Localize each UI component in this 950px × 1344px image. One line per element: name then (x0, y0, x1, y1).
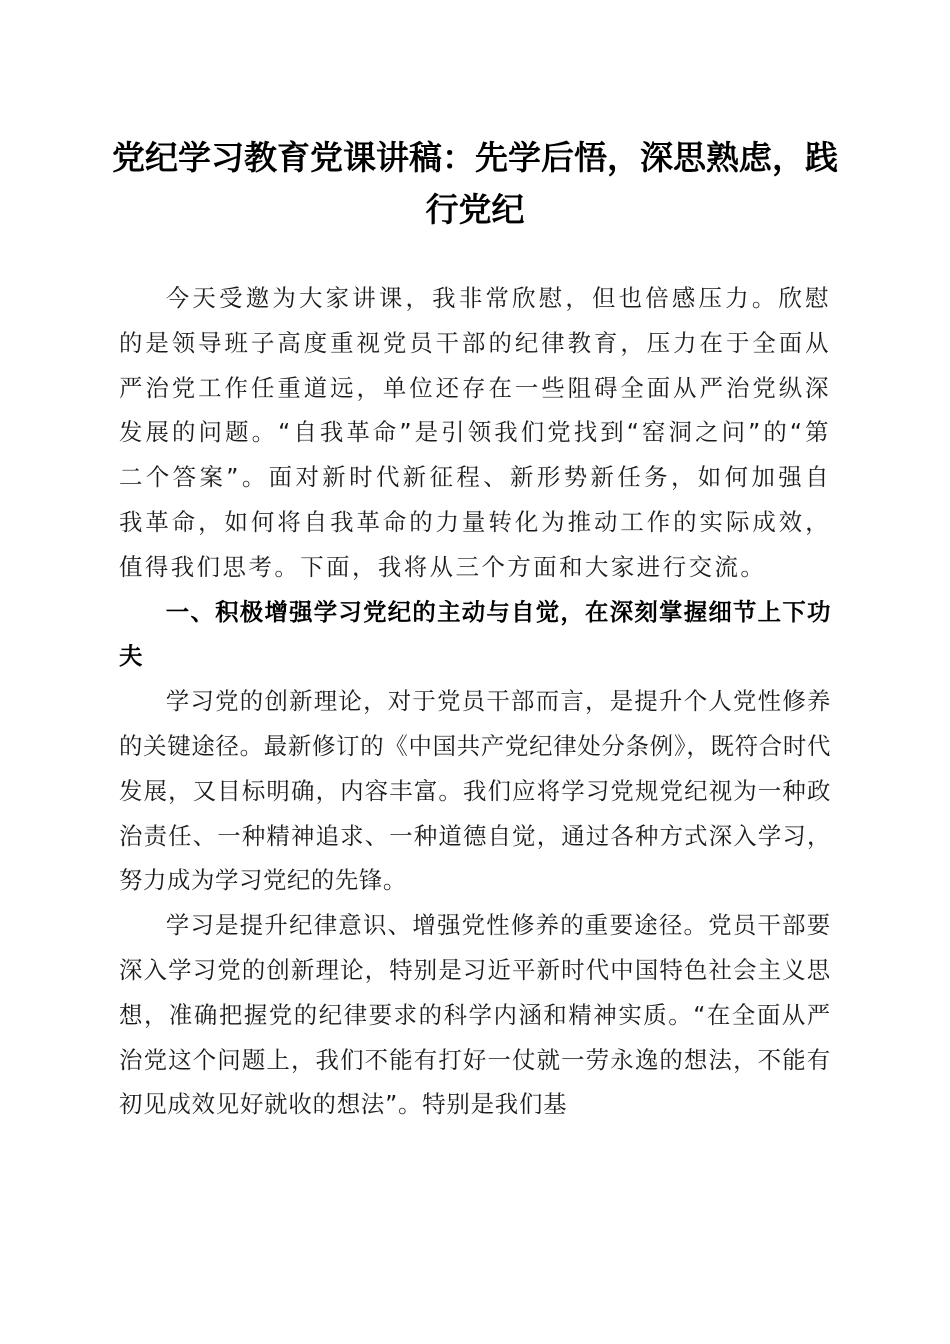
section-1-heading: 一、积极增强学习党纪的主动与自觉，在深刻掌握细节上下功夫 (119, 597, 831, 671)
document-body (119, 276, 831, 1127)
section-1-paragraph-2: 学习是提升纪律意识、增强党性修养的重要途径。党员干部要深入学习党的创新理论，特别是习近平新时代中国特色社会主义思想，准确把握党的纪律要求的科学内涵和精神实质。“在全面从严治党这个问题上，我们不能有打好一仗就一劳永逸的想法，不能有初见成效见好就收的想法”。特别是我们基 (119, 911, 831, 1119)
document-title: 党纪学习教育党课讲稿：先学后悟，深思熟虑，践行党纪 (112, 138, 838, 229)
intro-paragraph: 今天受邀为大家讲课，我非常欣慰，但也倍感压力。欣慰的是领导班子高度重视党员干部的纪律教育，压力在于全面从严治党工作任重道远，单位还存在一些阻碍全面从严治党纵深发展的问题。“自我革命”是引领我们党找到“窑洞之问”的“第二个答案”。面对新时代新征程、新形势新任务，如何加强自我革命，如何将自我革命的力量转化为推动工作的实际成效，值得我们思考。下面，我将从三个方面和大家进行交流。 (119, 284, 831, 581)
section-1-paragraph-1: 学习党的创新理论，对于党员干部而言，是提升个人党性修养的关键途径。最新修订的《中国共产党纪律处分条例》，既符合时代发展，又目标明确，内容丰富。我们应将学习党规党纪视为一种政治责任、一种精神追求、一种道德自觉，通过各种方式深入学习，努力成为学习党纪的先锋。 (119, 687, 831, 895)
